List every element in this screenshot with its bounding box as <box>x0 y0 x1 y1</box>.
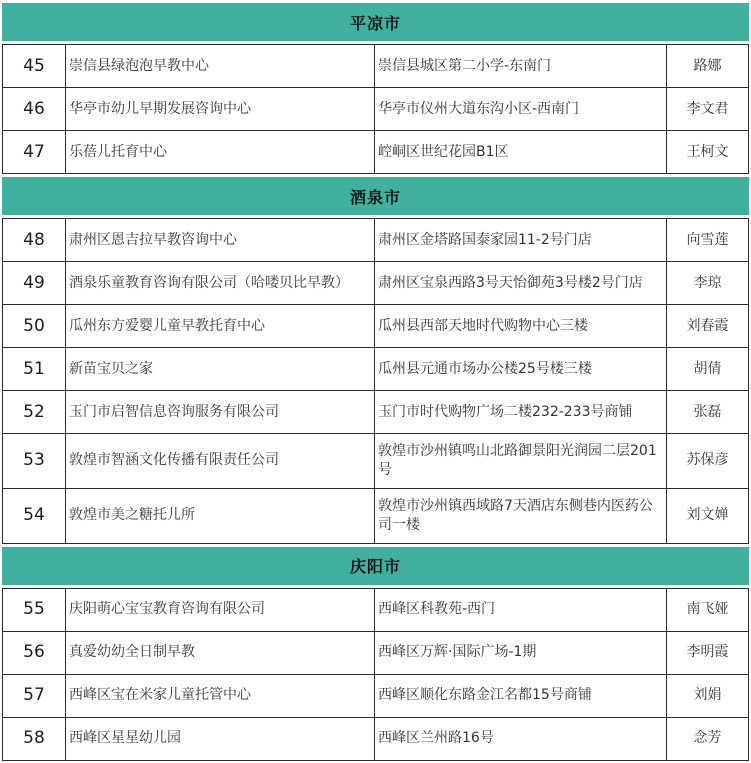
center-name-cell <box>65 718 374 760</box>
address-cell <box>374 718 666 760</box>
address-cell <box>374 434 666 488</box>
table-row <box>3 304 748 347</box>
address-cell <box>374 45 666 87</box>
center-name: 西峰区星星幼儿园 <box>69 730 181 747</box>
row-number-cell <box>3 589 65 631</box>
contact-name: 苏保彦 <box>686 452 729 469</box>
contact-name-cell <box>666 589 748 631</box>
row-number-cell <box>3 434 65 488</box>
address: 瓜州县元通市场办公楼25号楼三楼 <box>378 360 592 377</box>
row-number: 51 <box>23 358 45 379</box>
table-row <box>3 219 748 261</box>
city-section <box>2 547 749 761</box>
address-cell <box>374 675 666 717</box>
row-number: 55 <box>23 599 45 620</box>
row-number: 57 <box>23 685 45 706</box>
address-cell <box>374 348 666 390</box>
center-name-cell <box>65 391 374 433</box>
contact-name-cell <box>666 348 748 390</box>
center-name-cell <box>65 131 374 173</box>
address-cell <box>374 262 666 304</box>
center-name-cell <box>65 45 374 87</box>
row-number: 45 <box>23 55 45 76</box>
center-name-cell <box>65 219 374 261</box>
center-name-cell <box>65 262 374 304</box>
row-number: 47 <box>23 141 45 162</box>
city-name-label: 平凉市 <box>349 13 401 33</box>
city-header-band <box>2 3 749 41</box>
center-name: 庆阳萌心宝宝教育咨询有限公司 <box>69 601 265 618</box>
address-cell <box>374 489 666 543</box>
center-name: 崇信县绿泡泡早教中心 <box>69 57 209 74</box>
rows-block <box>2 44 749 174</box>
table-row <box>3 390 748 433</box>
contact-name-cell <box>666 131 748 173</box>
row-number: 53 <box>23 450 45 471</box>
city-name-label: 酒泉市 <box>349 187 401 207</box>
contact-name: 李琼 <box>693 274 722 291</box>
row-number: 56 <box>23 642 45 663</box>
contact-name: 刘娟 <box>693 687 722 704</box>
center-name-cell <box>65 348 374 390</box>
center-name-cell <box>65 632 374 674</box>
contact-name-cell <box>666 675 748 717</box>
center-name: 乐蓓儿托育中心 <box>69 143 167 160</box>
address-cell <box>374 131 666 173</box>
address-cell <box>374 391 666 433</box>
contact-name-cell <box>666 219 748 261</box>
table-row <box>3 130 748 173</box>
address: 肃州区宝泉西路3号天怡御苑3号楼2号门店 <box>378 274 643 291</box>
contact-name-cell <box>666 632 748 674</box>
city-header-band <box>2 177 749 215</box>
row-number-cell <box>3 45 65 87</box>
address: 敦煌市沙州镇西域路7天酒店东侧巷内医药公司一楼 <box>378 497 653 533</box>
address-cell <box>374 589 666 631</box>
table-row <box>3 488 748 543</box>
address: 西峰区兰州路16号 <box>378 730 494 747</box>
address-cell <box>374 88 666 130</box>
contact-name-cell <box>666 434 748 488</box>
contact-name: 刘春霞 <box>686 317 729 334</box>
table-row <box>3 347 748 390</box>
row-number-cell <box>3 489 65 543</box>
address: 西峰区万辉·国际广场-1期 <box>378 644 537 661</box>
address-cell <box>374 632 666 674</box>
row-number-cell <box>3 391 65 433</box>
contact-name: 张磊 <box>693 403 722 420</box>
table-row <box>3 433 748 488</box>
contact-name: 李明霞 <box>686 644 729 661</box>
row-number: 48 <box>23 229 45 250</box>
table-row <box>3 631 748 674</box>
address: 西峰区科教苑-西门 <box>378 601 496 618</box>
contact-name-cell <box>666 262 748 304</box>
row-number-cell <box>3 219 65 261</box>
row-number-cell <box>3 632 65 674</box>
contact-name-cell <box>666 305 748 347</box>
table-row <box>3 674 748 717</box>
center-name-cell <box>65 675 374 717</box>
rows-block <box>2 588 749 761</box>
address: 崇信县城区第二小学-东南门 <box>378 57 552 74</box>
address: 华亭市仪州大道东沟小区-西南门 <box>378 100 580 117</box>
row-number-cell <box>3 305 65 347</box>
center-name-cell <box>65 88 374 130</box>
contact-name: 胡倩 <box>693 360 722 377</box>
table-row <box>3 87 748 130</box>
contact-name-cell <box>666 718 748 760</box>
address: 西峰区顺化东路金江名都15号商铺 <box>378 687 592 704</box>
center-name-cell <box>65 489 374 543</box>
center-name: 敦煌市智涵文化传播有限责任公司 <box>69 452 279 469</box>
center-name: 西峰区宝在米家儿童托管中心 <box>69 687 251 704</box>
rows-block <box>2 218 749 544</box>
contact-name: 李文君 <box>686 100 729 117</box>
row-number-cell <box>3 262 65 304</box>
row-number-cell <box>3 675 65 717</box>
address-cell <box>374 219 666 261</box>
address: 崆峒区世纪花园B1区 <box>378 143 509 160</box>
row-number: 49 <box>23 272 45 293</box>
table-row <box>3 717 748 760</box>
center-name: 华亭市幼儿早期发展咨询中心 <box>69 100 251 117</box>
row-number: 50 <box>23 315 45 336</box>
address: 肃州区金塔路国泰家园11-2号门店 <box>378 231 592 248</box>
city-section <box>2 3 749 174</box>
address: 瓜州县西部天地时代购物中心三楼 <box>378 317 588 334</box>
row-number: 58 <box>23 728 45 749</box>
center-name: 玉门市启智信息咨询服务有限公司 <box>69 403 279 420</box>
row-number-cell <box>3 131 65 173</box>
row-number-cell <box>3 88 65 130</box>
row-number: 54 <box>23 505 45 526</box>
address-cell <box>374 305 666 347</box>
contact-name: 向雪莲 <box>686 231 729 248</box>
contact-name: 南飞娅 <box>686 601 729 618</box>
row-number: 46 <box>23 98 45 119</box>
center-name: 瓜州东方爱婴儿童早教托育中心 <box>69 317 265 334</box>
contact-name-cell <box>666 88 748 130</box>
table-row <box>3 589 748 631</box>
center-name: 真爱幼幼全日制早教 <box>69 644 195 661</box>
city-name-label: 庆阳市 <box>349 557 401 577</box>
contact-name-cell <box>666 489 748 543</box>
address: 玉门市时代购物广场二楼232-233号商铺 <box>378 403 633 420</box>
contact-name-cell <box>666 391 748 433</box>
table-row <box>3 261 748 304</box>
contact-name: 刘文婵 <box>686 507 729 524</box>
contact-name: 路娜 <box>693 57 722 74</box>
contact-name: 念芳 <box>693 730 722 747</box>
city-section <box>2 177 749 544</box>
center-name-cell <box>65 589 374 631</box>
row-number: 52 <box>23 401 45 422</box>
center-name: 酒泉乐童教育咨询有限公司（哈喽贝比早教） <box>69 274 349 291</box>
center-name: 新苗宝贝之家 <box>69 360 153 377</box>
contact-name: 王柯文 <box>686 143 729 160</box>
center-name-cell <box>65 305 374 347</box>
sections-container <box>2 0 749 761</box>
contact-name-cell <box>666 45 748 87</box>
center-name: 敦煌市美之糖托儿所 <box>69 507 195 524</box>
table-row <box>3 45 748 87</box>
center-name: 肃州区恩吉拉早教咨询中心 <box>69 231 237 248</box>
center-name-cell <box>65 434 374 488</box>
row-number-cell <box>3 348 65 390</box>
city-header-band <box>2 547 749 585</box>
address: 敦煌市沙州镇鸣山北路御景阳光润园二层201号 <box>378 443 657 478</box>
row-number-cell <box>3 718 65 760</box>
